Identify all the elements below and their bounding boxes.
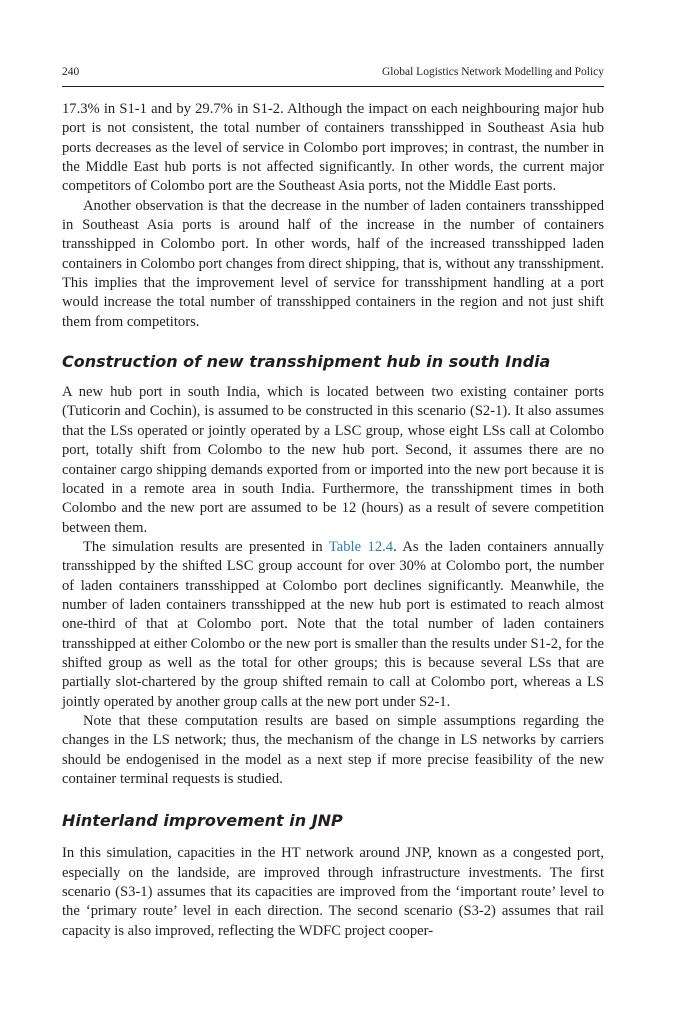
- paragraph: Note that these computation results are based on simple assumptions regarding the changes in the LS network; thus, the mechanism of the change in LS networks by carriers should be endogenised in the model as a next step if more precise feasibility of the new container terminal requests is studied.: [62, 712, 604, 787]
- paragraph: Another observation is that the decrease in the number of laden containers transshipped in Southeast Asia ports is around half of the increase in the number of containers transshipped in Colombo port. In other words, half of the increased transshipped laden containers in Colombo port changes from direct shipping, that is, without any transshipment. This implies that the improvement level of service for transshipment handling at a port would increase the total number of transshipped containers in the region and not just shift them from competitors.: [62, 197, 604, 330]
- book-title: Global Logistics Network Modelling and Policy: [382, 66, 604, 78]
- paragraph: 17.3% in S1-1 and by 29.7% in S1-2. Although the impact on each neighbouring major hub port is not consistent, the total number of containers transshipped in Southeast Asia hub ports decreases as the level of service in Colombo port improves; in contrast, the number in the Middle East hub ports is not affected significantly. In other words, the current major competitors of Colombo port are the Southeast Asia ports, not the Middle East ports.: [62, 101, 604, 195]
- running-head: [62, 64, 604, 80]
- section-heading: Hinterland improvement in JNP: [62, 811, 343, 831]
- paragraph-text: . As the laden containers annually transshipped by the shifted LSC group account for over 30% at Colombo port, the number of laden containers transshipped at Colombo port declines significantly. Meanwhile, the number of laden containers transshipped at the new hub port is estimated to reach almost one-third of that at Colombo port. Note that the total number of laden containers transshipped at either Colombo or the new port is smaller than the results under S1-2, for the shifted group as well as the total for other groups; this is because several LSs that are partially slot-chartered by the group shifted remain to call at Colombo port, whereas a LS jointly operated by another group calls at the new port under S2-1.: [62, 538, 605, 710]
- page-number: 240: [62, 66, 80, 78]
- paragraph-text: The simulation results are presented in: [83, 538, 329, 555]
- paragraph: In this simulation, capacities in the HT network around JNP, known as a congested port, especially on the landside, are improved through infrastructure investments. The first scenario (S3-1) assumes that its capacities are improved from the ‘important route’ level to the ‘primary route’ level in each direction. The second scenario (S3-2) assumes that rail capacity is also improved, reflecting the WDFC project cooper-: [62, 845, 604, 939]
- table-reference-link[interactable]: Table 12.4: [328, 538, 394, 555]
- paragraph: [62, 538, 604, 712]
- section-heading: Construction of new transshipment hub in south India: [62, 352, 551, 372]
- header-rule: [62, 86, 604, 87]
- body-text: [62, 100, 604, 941]
- paragraph: A new hub port in south India, which is located between two existing container ports (Tuticorin and Cochin), is assumed to be constructed in this scenario (S2-1). It also assumes that the LSs operated or jointly operated by a LSC group, whose eight LSs call at Colombo port, totally shift from Colombo to the new hub port. Second, it assumes there are no container cargo shipping demands exported from or imported into the new port because it is located in a remote area in south India. Furthermore, the transshipment times in both Colombo and the new port are assumed to be 12 (hours) as a result of severe competition between them.: [62, 384, 604, 536]
